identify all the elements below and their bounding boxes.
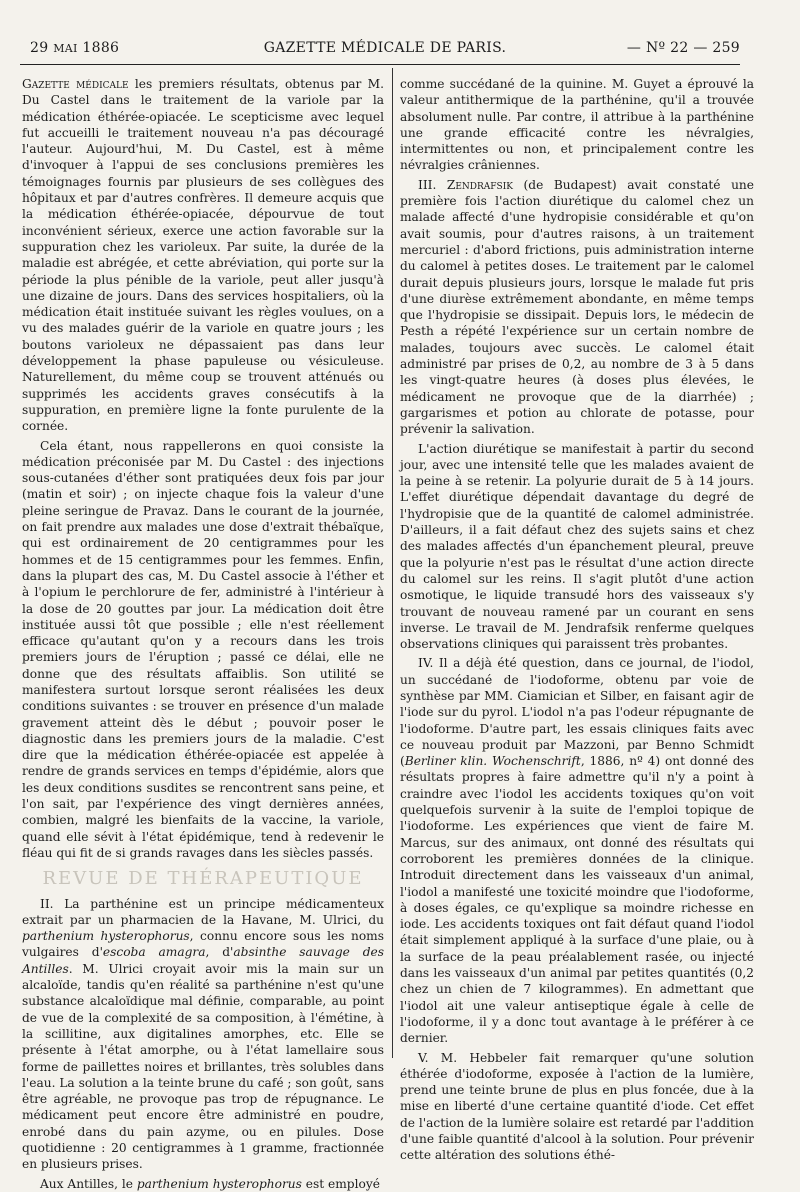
date-day: 29 [30, 40, 49, 56]
paragraph: Aux Antilles, le parthenium hysterophorus est employé [40, 1176, 380, 1191]
author-name: III. Zendrafsik [418, 177, 513, 192]
paragraph: comme succédané de la quinine. M. Guyet a éprouvé la valeur antithermique de la parthénine, qu'il a trouvée absolument nulle. Par contre, il attribue à la parthénine une grande efficacité contre les névralgies, intermittentes ou non, et principalement contre les névralgies crâniennes. [400, 77, 754, 173]
paragraph: II. La parthénine est un principe médicamenteux extrait par un pharmacien de la Havane, M. Ulrici, du parthenium hysterophorus, connu encore sous les noms vulgaires d'escoba amagra, d'absinthe sauvage des Antilles. M. Ulrici croyait avoir mis la main sur un alcaloïde, tandis qu'en réalité sa parthénine n'est qu'une substance alcaloïdique mal définie, comparable, au point de vue de la complexité de sa composition, à l'émétine, à la scillitine, aux digitalines amorphes, etc. Elle se présente à l'état amorphe, ou à l'état lamellaire sous forme de paillettes noires et brillantes, très solubles dans l'eau. La solution a la teinte brune du café ; son goût, sans être agréable, ne provoque pas trop de répugnance. Le médicament peut encore être administré en poudre, enrobé dans du pain azyme, ou en pilules. Dose quotidienne : 20 centigrammes à 1 gramme, fractionnée en plusieurs prises. [22, 896, 384, 1172]
journal-title: GAZETTE MÉDICALE DE PARIS. [263, 40, 507, 56]
column-divider [392, 68, 393, 1058]
date-year: 1886 [82, 40, 120, 56]
paragraph: III. Zendrafsik (de Budapest) avait constaté une première fois l'action diurétique du calomel chez un malade affecté d'une hydropisie considérable et qu'on avait soumis, pour d'autres raisons, à un traitement mercuriel : d'abord frictions, puis administration interne du calomel à petites doses. Le traitement par le calomel durait depuis plusieurs jours, lorsque le malade fut pris d'une diurèse extrêmement abondante, en même temps que l'hydropisie se dissipait. Depuis lors, le médecin de Pesth a répété l'expérience sur un certain nombre de malades, toujours avec succès. Le calomel était administré par prises de 0,2, au nombre de 3 à 5 dans les vingt-quatre heures (à doses plus élevées, le médicament ne provoque que de la diarrhée) ; gargarismes et potion au chlorate de potasse, pour prévenir la salivation. [400, 177, 754, 437]
page-number: — Nº 22 — 259 [626, 40, 740, 56]
date-month: MAI [53, 42, 78, 55]
paragraph: IV. Il a déjà été question, dans ce journal, de l'iodol, un succédané de l'iodoforme, obtenu par voie de synthèse par MM. Ciamician et Silber, en faisant agir de l'iode sur du pyrol. L'iodol n'a pas l'odeur répugnante de l'iodoforme. D'autre part, les essais cliniques faits avec ce nouveau produit par Mazzoni, par Benno Schmidt (Berliner klin. Wochenschrift, 1886, nº 4) ont donné des résultats propres à faire admettre qu'il n'y a point à craindre avec l'iodol les accidents toxiques qu'on voit quelquefois survenir à la suite de l'emploi topique de l'iodoforme. Les expériences que vient de faire M. Marcus, sur des animaux, ont donné des résultats qui corroborent les premières données de la clinique. Introduit directement dans les vaisseaux d'un animal, l'iodol a manifesté une toxicité moindre que l'iodoforme, à doses égales, ce qu'explique sa moindre richesse en iode. Les accidents toxiques ont fait défaut quand l'iodol était simplement appliqué à la surface d'une plaie, ou à la surface de la peau préalablement rasée, ou injecté dans les vaisseaux d'un animal par petites quantités (0,2 chez un chien de 7 kilogrammes). En admettant que l'iodol ait une valeur antiseptique égale à celle de l'iodoforme, il y a donc tout avantage à le préférer à ce dernier. [400, 656, 754, 1046]
paragraph: Gazette médicale les premiers résultats, obtenus par M. Du Castel dans le traitement de la variole par la médication éthérée-opiacée. Le scepticisme avec lequel fut accueilli le traitement nouveau n'a pas découragé l'auteur. Aujourd'hui, M. Du Castel, est à même d'invoquer à l'appui de ses conclusions premières les témoignages fournis par plusieurs de ses collègues des hôpitaux et par d'autres confrères. Il demeure acquis que la médication éthérée-opiacée, dépourvue de tout inconvénient sérieux, exerce une action favorable sur la suppuration chez les varioleux. Par suite, la durée de la maladie est abrégée, et cette abréviation, qui porte sur la période la plus pénible de la variole, peut aller jusqu'à une dizaine de jours. Dans des services hospitaliers, où la médication était instituée suivant les règles voulues, on a vu des malades guérir de la variole en quatre jours ; les boutons varioleux ne dépassaient pas dans leur développement la phase papuleuse ou vésiculeuse. Naturellement, du même coup se trouvent atténués ou supprimés les accidents graves consécutifs à la suppuration, en première ligne la fonte purulente de la cornée. [22, 77, 384, 434]
page-header [30, 40, 740, 62]
journal-citation: Berliner klin. Wochenschrift [404, 754, 581, 769]
paragraph: V. M. Hebbeler fait remarquer qu'une solution éthérée d'iodoforme, exposée à l'action de la lumière, prend une teinte brune de plus en plus foncée, due à la mise en liberté d'une certaine quantité d'iode. Cet effet de l'action de la lumière solaire est retardé par l'addition d'une faible quantité d'alcool à la solution. Pour prévenir cette altération des solutions éthé- [400, 1050, 754, 1163]
left-column [22, 76, 384, 1191]
journal-reference: Gazette médicale [22, 77, 129, 91]
header-rule [20, 64, 740, 65]
right-column [400, 76, 754, 1163]
paragraph: Cela étant, nous rappellerons en quoi consiste la médication préconisée par M. Du Castel : des injections sous-cutanées d'éther sont pratiquées deux fois par jour (matin et soir) ; on injecte chaque fois la valeur d'une pleine seringue de Pravaz. Dans le courant de la journée, on fait prendre aux malades une dose d'extrait thébaïque, qui est ordinairement de 20 centigrammes pour les hommes et de 15 centigrammes pour les femmes. Enfin, dans la plupart des cas, M. Du Castel associe à l'éther et à l'opium le perchlorure de fer, administré à l'intérieur à la dose de 20 gouttes par jour. La médication doit être instituée aussi tôt que possible ; elle n'est réellement efficace qu'autant qu'on y a recours dans les trois premiers jours de l'éruption ; passé ce délai, elle ne donne que des résultats affaiblis. Son utilité se manifestera surtout lorsque seront réalisées les deux conditions suivantes : se trouver en présence d'un malade gravement atteint dès le début ; pouvoir poser le diagnostic dans les premiers jours de la maladie. C'est dire que la médication éthérée-opiacée est appelée à rendre de grands services en temps d'épidémie, alors que les deux conditions susdites se rencontrent sans peine, et l'on sait, par l'expérience des vingt dernières années, combien, malgré les bienfaits de la vaccine, la variole, quand elle sévit à l'état épidémique, tend à redevenir le fléau qui fit de si grands ravages dans les siècles passés. [22, 438, 384, 860]
paragraph: L'action diurétique se manifestait à partir du second jour, avec une intensité telle que les malades avaient de la peine à se retenir. La polyurie durait de 5 à 14 jours. L'effet diurétique dépendait davantage du degré de l'hydropisie que de la quantité de calomel administrée. D'ailleurs, il a fait défaut chez des sujets sains et chez des malades affectés d'un épanchement pleural, preuve que la polyurie n'est pas le résultat d'une action directe du calomel sur les reins. Il s'agit plutôt d'une action osmotique, le liquide transudé hors des vaisseaux s'y trouvant de nouveau ramené par un courant en sens inverse. Le travail de M. Jendrafsik renferme quelques observations cliniques qui paraissent très probantes. [400, 441, 754, 652]
bleed-through-heading: REVUE DE THÉRAPEUTIQUE [42, 868, 364, 890]
